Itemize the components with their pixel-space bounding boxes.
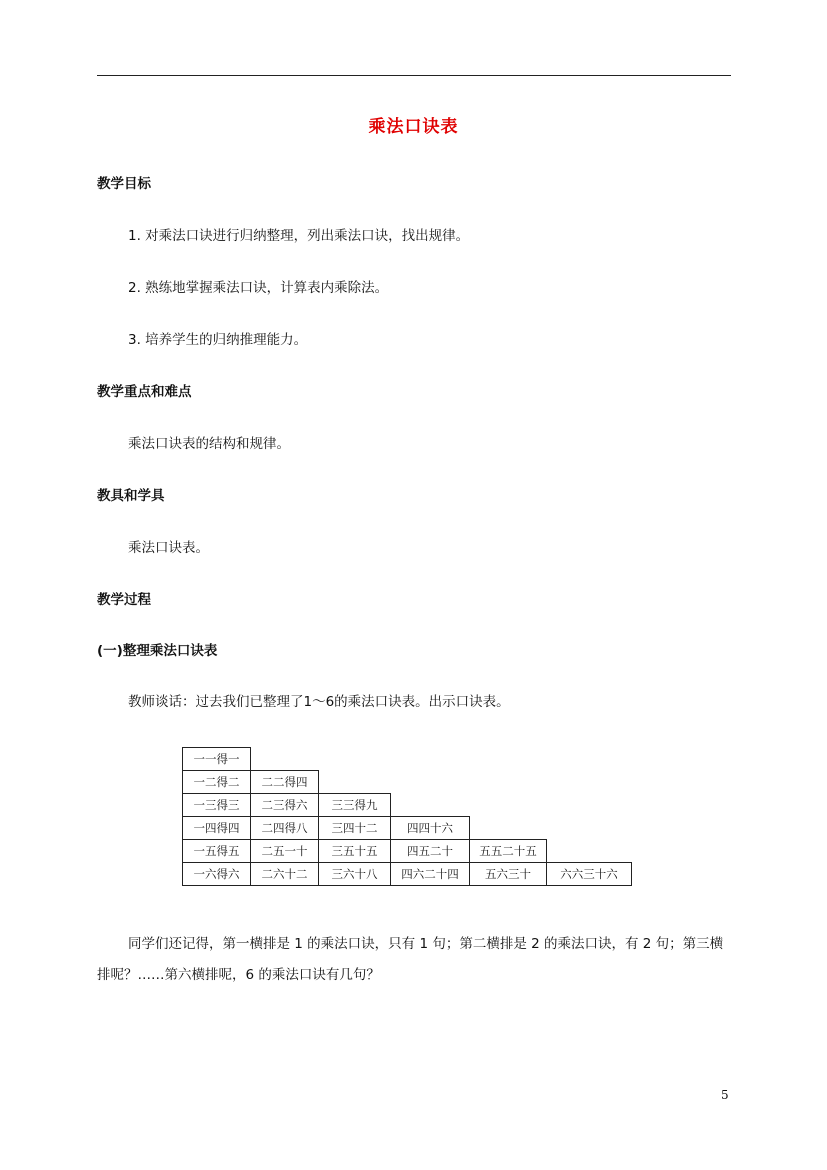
table-cell: 四六二十四 bbox=[391, 863, 470, 886]
table-cell: 四四十六 bbox=[391, 817, 470, 840]
table-row bbox=[183, 817, 632, 840]
table-cell: 四五二十 bbox=[391, 840, 470, 863]
table-cell: 一四得四 bbox=[183, 817, 251, 840]
multiplication-table bbox=[182, 747, 632, 886]
teacher-talk: 教师谈话：过去我们已整理了1～6的乘法口诀表。出示口诀表。 bbox=[128, 694, 510, 710]
koujue-table bbox=[182, 747, 632, 886]
tools-text: 乘法口诀表。 bbox=[128, 540, 209, 556]
header-rule bbox=[97, 75, 731, 76]
table-cell: 一三得三 bbox=[183, 794, 251, 817]
closing-paragraph: 同学们还记得，第一横排是 1 的乘法口诀，只有 1 句；第二横排是 2 的乘法口诀，有 2 句；第三横排呢？……第六横排呢，6 的乘法口诀有几句？ bbox=[97, 936, 724, 983]
table-cell: 二三得六 bbox=[251, 794, 319, 817]
sub-heading: (一)整理乘法口诀表 bbox=[97, 643, 218, 659]
table-empty-cell bbox=[391, 748, 470, 771]
table-cell: 一一得一 bbox=[183, 748, 251, 771]
table-cell: 二五一十 bbox=[251, 840, 319, 863]
table-empty-cell bbox=[391, 771, 470, 794]
key-points-heading: 教学重点和难点 bbox=[97, 384, 192, 400]
table-row bbox=[183, 840, 632, 863]
table-empty-cell bbox=[391, 794, 470, 817]
key-points-text: 乘法口诀表的结构和规律。 bbox=[128, 436, 290, 452]
page-number: 5 bbox=[721, 1088, 729, 1102]
table-empty-cell bbox=[547, 748, 632, 771]
table-empty-cell bbox=[470, 748, 547, 771]
table-row bbox=[183, 863, 632, 886]
table-cell: 二六十二 bbox=[251, 863, 319, 886]
table-cell: 一二得二 bbox=[183, 771, 251, 794]
table-cell: 三三得九 bbox=[319, 794, 391, 817]
page-title: 乘法口诀表 bbox=[368, 117, 459, 137]
table-empty-cell bbox=[547, 817, 632, 840]
process-heading: 教学过程 bbox=[97, 592, 151, 608]
table-empty-cell bbox=[470, 817, 547, 840]
table-cell: 二四得八 bbox=[251, 817, 319, 840]
table-cell: 六六三十六 bbox=[547, 863, 632, 886]
table-cell: 三四十二 bbox=[319, 817, 391, 840]
table-cell: 三五十五 bbox=[319, 840, 391, 863]
goal-item-1: 1. 对乘法口诀进行归纳整理，列出乘法口诀，找出规律。 bbox=[128, 228, 470, 244]
table-empty-cell bbox=[470, 794, 547, 817]
table-row bbox=[183, 748, 632, 771]
table-cell: 三六十八 bbox=[319, 863, 391, 886]
table-empty-cell bbox=[251, 748, 319, 771]
table-cell: 五五二十五 bbox=[470, 840, 547, 863]
goal-item-2: 2. 熟练地掌握乘法口诀，计算表内乘除法。 bbox=[128, 280, 389, 296]
table-cell: 五六三十 bbox=[470, 863, 547, 886]
table-empty-cell bbox=[319, 748, 391, 771]
table-empty-cell bbox=[547, 771, 632, 794]
table-empty-cell bbox=[547, 794, 632, 817]
table-row bbox=[183, 771, 632, 794]
table-empty-cell bbox=[470, 771, 547, 794]
table-cell: 一六得六 bbox=[183, 863, 251, 886]
table-row bbox=[183, 794, 632, 817]
goal-item-3: 3. 培养学生的归纳推理能力。 bbox=[128, 332, 308, 348]
table-empty-cell bbox=[319, 771, 391, 794]
tools-heading: 教具和学具 bbox=[97, 488, 165, 504]
table-empty-cell bbox=[547, 840, 632, 863]
table-cell: 一五得五 bbox=[183, 840, 251, 863]
table-cell: 二二得四 bbox=[251, 771, 319, 794]
goals-heading: 教学目标 bbox=[97, 176, 151, 192]
